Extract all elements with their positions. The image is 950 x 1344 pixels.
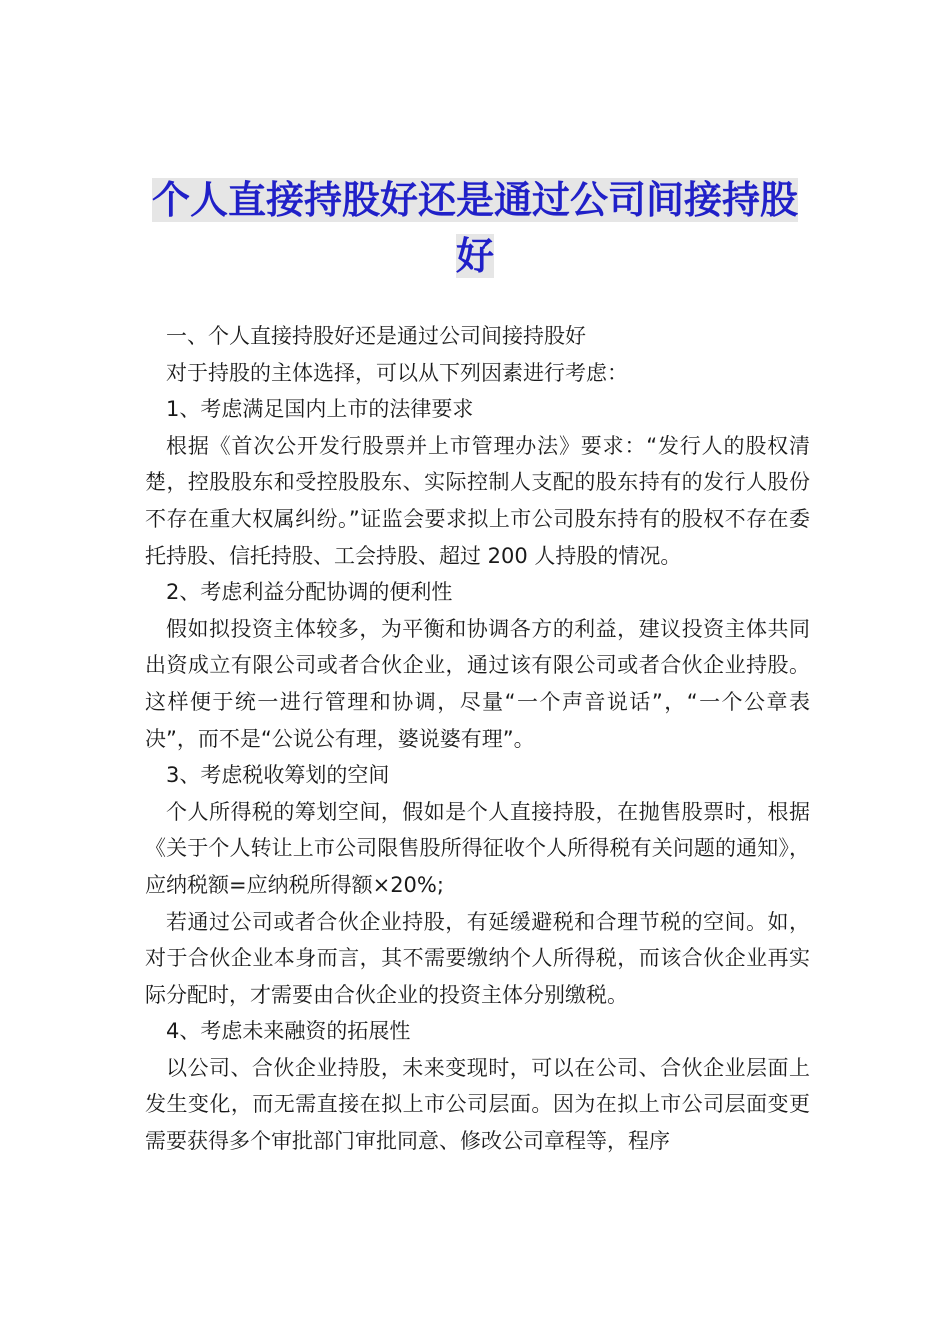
- paragraph: 根据《首次公开发行股票并上市管理办法》要求：“发行人的股权清楚，控股股东和受控股股东、实际控制人支配的股东持有的发行人股份不存在重大权属纠纷。”证监会要求拟上市公司股东持有的股权不存在委托持股、信托持股、工会持股、超过 200 人持股的情况。: [145, 433, 810, 568]
- document-title-text: 个人直接持股好还是通过公司间接持股好: [151, 178, 798, 278]
- paragraph: 以公司、合伙企业持股，未来变现时，可以在公司、合伙企业层面上发生变化，而无需直接在拟上市公司层面。因为在拟上市公司层面变更需要获得多个审批部门审批同意、修改公司章程等，程序: [145, 1055, 810, 1154]
- subsection-heading: 1、考虑满足国内上市的法律要求: [166, 397, 474, 422]
- paragraph: 个人所得税的筹划空间，假如是个人直接持股，在抛售股票时，根据《关于个人转让上市公司限售股所得征收个人所得税有关问题的通知》，应纳税额=应纳税所得额×20%;: [145, 799, 810, 897]
- paragraph: 若通过公司或者合伙企业持股，有延缓避税和合理节税的空间。如，对于合伙企业本身而言，其不需要缴纳个人所得税，而该合伙企业再实际分配时，才需要由合伙企业的投资主体分别缴税。: [145, 909, 810, 1007]
- section-heading: 一、个人直接持股好还是通过公司间接持股好: [166, 324, 586, 348]
- document-title: [140, 172, 810, 284]
- paragraph: 对于持股的主体选择，可以从下列因素进行考虑：: [166, 360, 628, 385]
- subsection-heading: 4、考虑未来融资的拓展性: [166, 1019, 411, 1044]
- paragraph: 假如拟投资主体较多，为平衡和协调各方的利益，建议投资主体共同出资成立有限公司或者合伙企业，通过该有限公司或者合伙企业持股。这样便于统一进行管理和协调，尽量“一个声音说话”，“一个公章表决”，而不是“公说公有理，婆说婆有理”。: [145, 616, 810, 751]
- subsection-heading: 3、考虑税收筹划的空间: [166, 763, 390, 788]
- document-body: [145, 318, 810, 1160]
- subsection-heading: 2、考虑利益分配协调的便利性: [166, 580, 453, 605]
